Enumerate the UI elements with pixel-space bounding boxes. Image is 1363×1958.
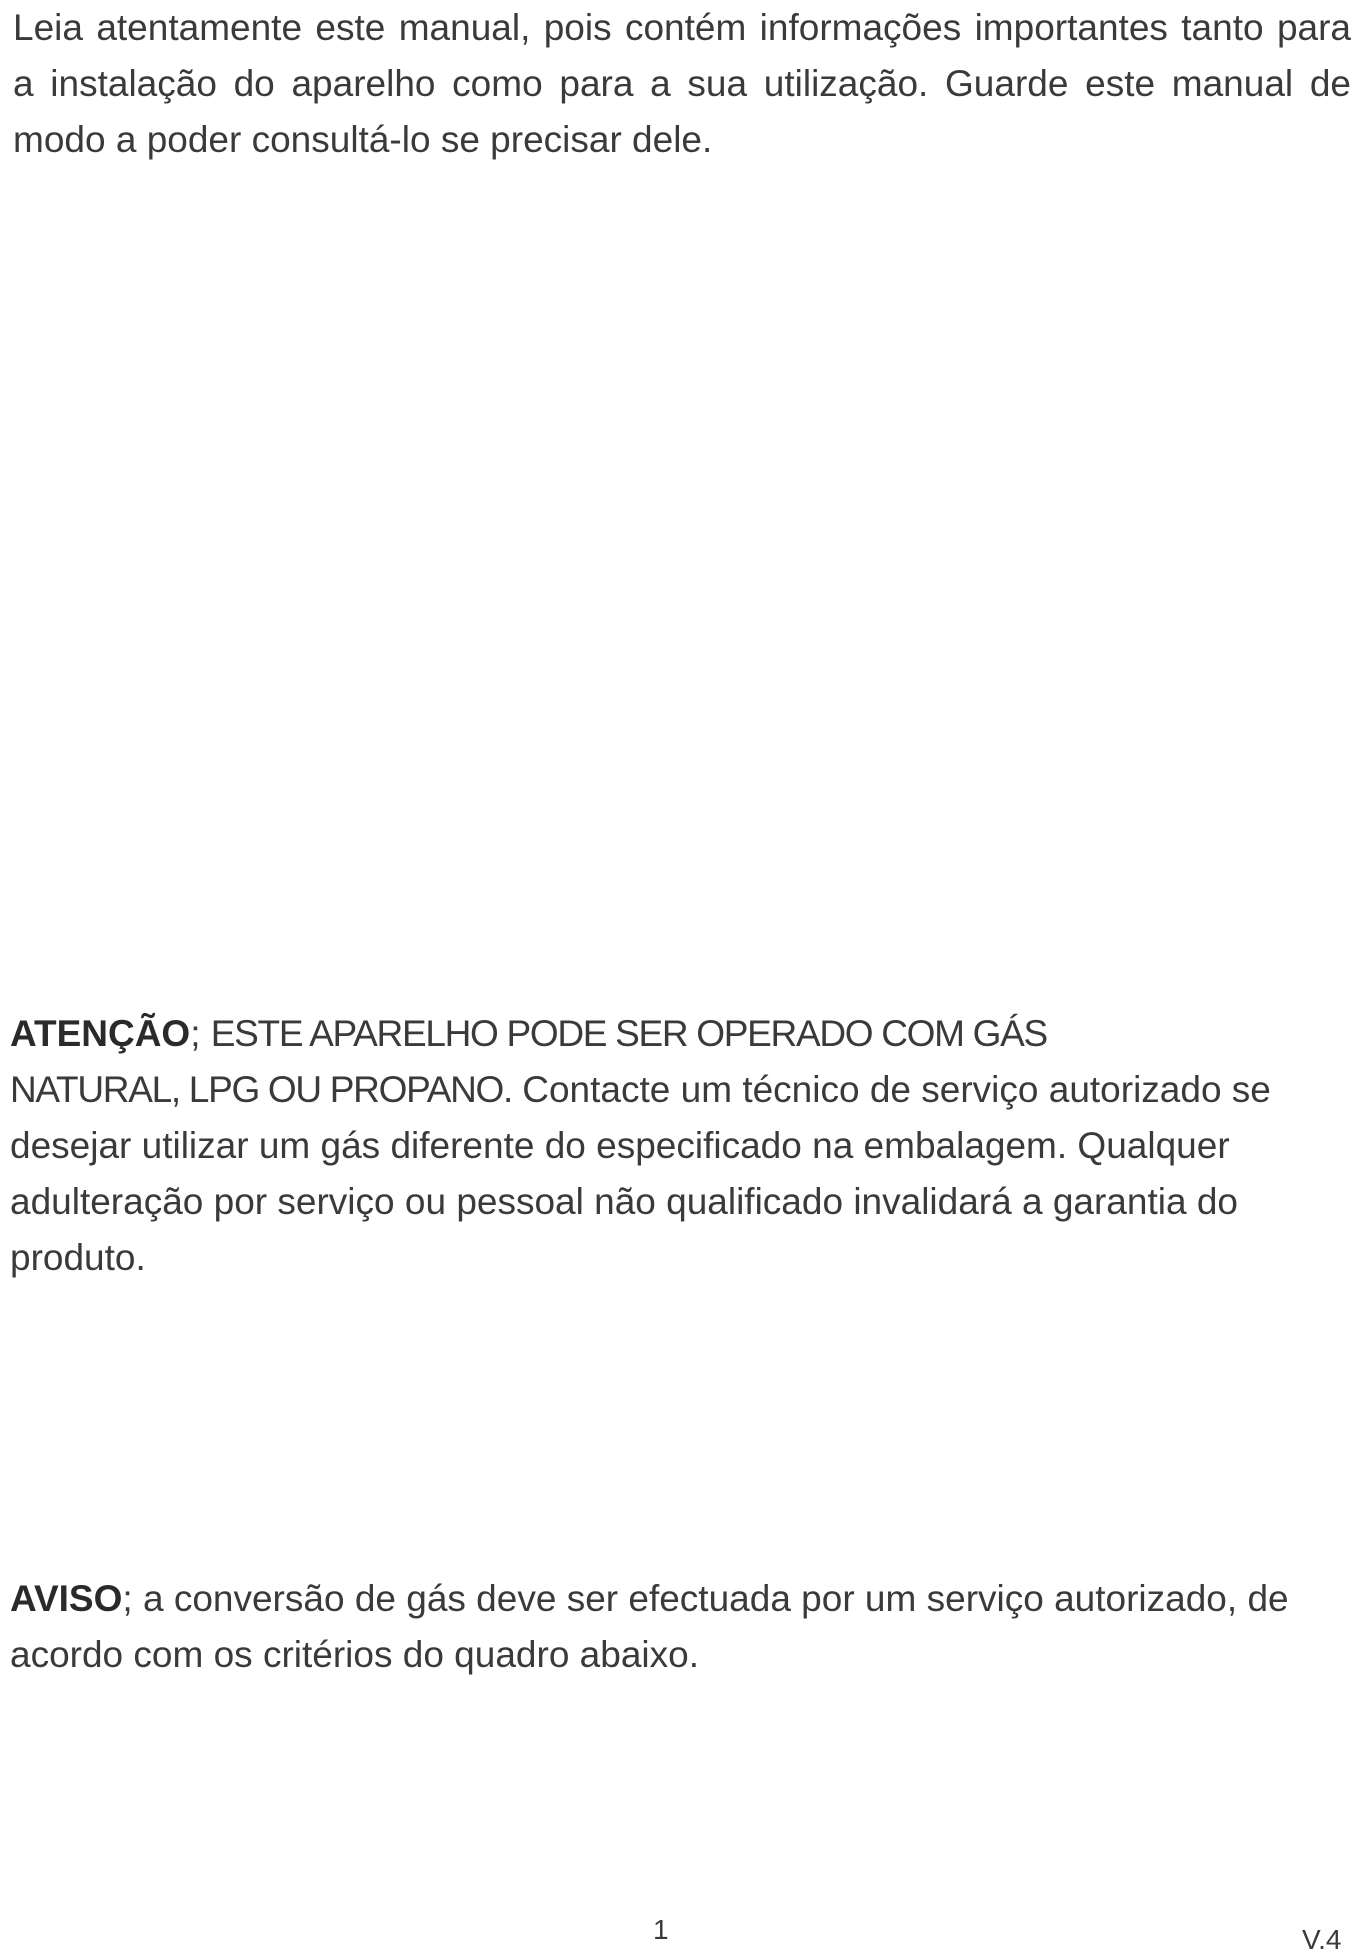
atencao-heading-line <box>10 1006 1350 1062</box>
intro-paragraph: Leia atentamente este manual, pois contém informações importantes tanto para a instalação do aparelho como para a sua utilização. Guarde este manual de modo a poder consultá-lo se precisar dele. <box>13 7 1351 160</box>
aviso-label: AVISO <box>10 1578 123 1619</box>
aviso-notice <box>10 1571 1350 1683</box>
atencao-separator: ; <box>190 1013 211 1054</box>
version-label: V.4 <box>1302 1924 1342 1955</box>
atencao-body: Contacte um técnico de serviço autorizado se desejar utilizar um gás diferente do especificado na embalagem. Qualquer adulteração por serviço ou pessoal não qualificado invalidará a garantia do produto. <box>10 1069 1271 1278</box>
atencao-label: ATENÇÃO <box>10 1013 191 1054</box>
atencao-caps-line1: ESTE APARELHO PODE SER OPERADO COM GÁS <box>210 1013 1047 1054</box>
page-number: 1 <box>653 1914 669 1945</box>
aviso-body: ; a conversão de gás deve ser efectuada por um serviço autorizado, de acordo com os critérios do quadro abaixo. <box>10 1578 1289 1675</box>
atencao-notice <box>10 1006 1350 1286</box>
atencao-caps-line2: NATURAL, LPG OU PROPANO. <box>10 1069 512 1110</box>
